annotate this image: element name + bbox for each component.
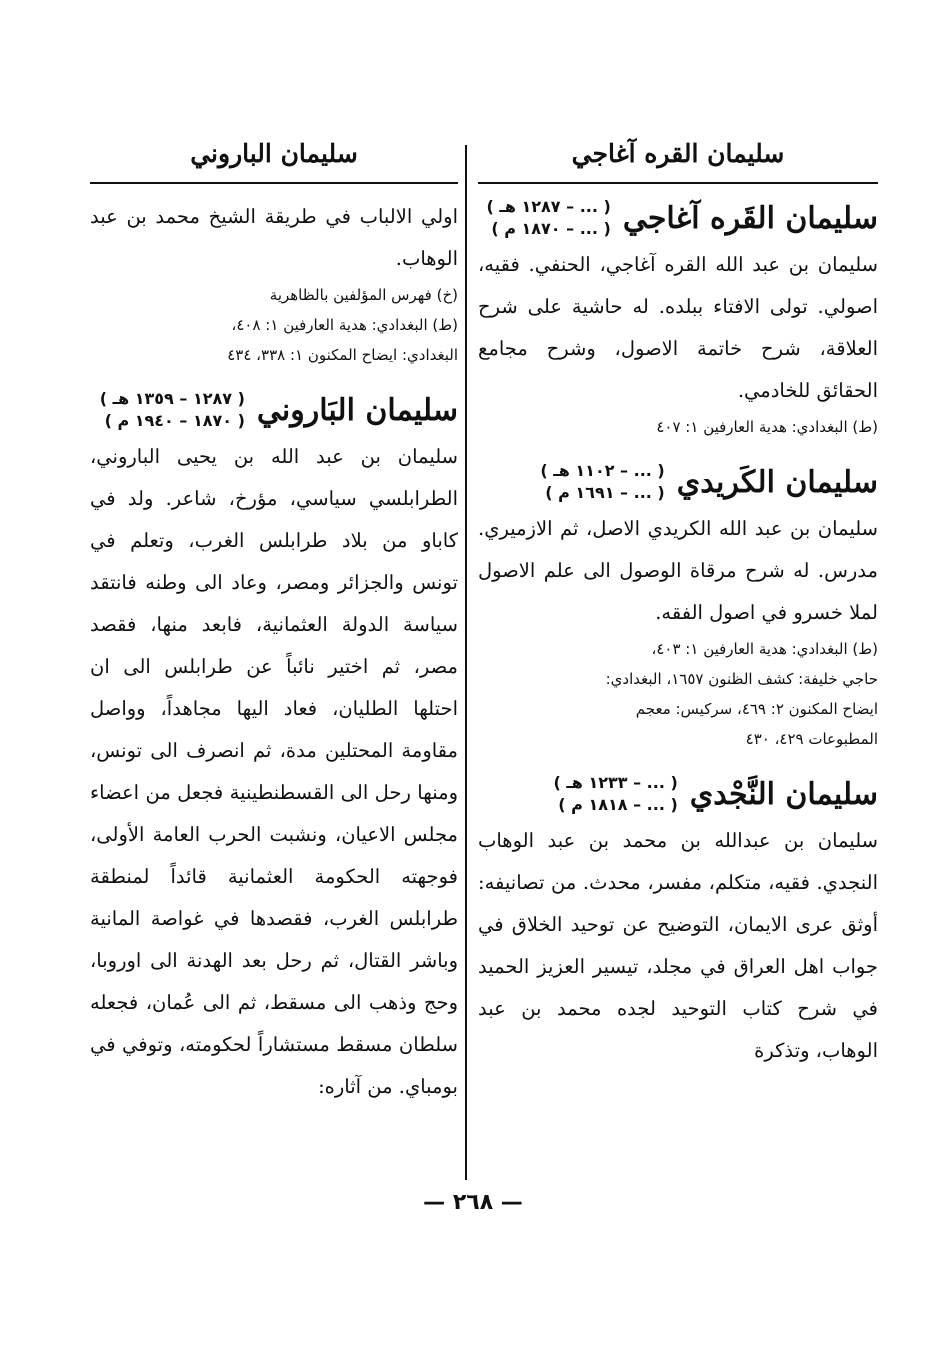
entry-reference: البغدادي: ايضاح المكنون ١: ٣٣٨، ٤٣٤ — [227, 346, 458, 364]
entry-dates — [100, 388, 245, 432]
date-gregorian: ( ... – ١٨٧٠ م ) — [491, 219, 611, 238]
entry-name: سليمان البَاروني — [256, 392, 458, 428]
date-gregorian: ( ١٨٧٠ – ١٩٤٠ م ) — [104, 411, 245, 430]
entry-name: سليمان الكَريدي — [676, 464, 878, 500]
date-hijri: ( ... – ١٢٨٧ هـ ) — [486, 197, 611, 216]
continuation-text: اولي الالباب في طريقة الشيخ محمد بن عبد الوهاب. — [90, 205, 458, 270]
date-hijri: ( ١٢٨٧ – ١٣٥٩ هـ ) — [99, 389, 245, 408]
column-divider — [465, 145, 467, 1180]
entry-continuation — [90, 196, 458, 370]
entry-reference: (ط) البغدادي: هدية العارفين ١: ٤٠٣، — [651, 640, 878, 658]
entry-heading — [478, 772, 878, 816]
entry-reference: (ط) البغدادي: هدية العارفين ١: ٤٠٧ — [656, 418, 878, 436]
left-column — [90, 130, 458, 1126]
entry-name: سليمان النَّجْدي — [689, 776, 878, 812]
date-hijri: ( ... – ١١٠٢ هـ ) — [540, 461, 665, 480]
page-number: — ٢٦٨ — — [423, 1190, 523, 1215]
entry-text: سليمان بن عبد الله القره آغاجي، الحنفي. فقيه، اصولي. تولى الافتاء ببلده. له حاشية على شرح العلاقة، شرح خاتمة الاصول، وشرح مجامع الحقائق للخادمي. — [478, 253, 878, 402]
entry-reference: (ط) البغدادي: هدية العارفين ١: ٤٠٨، — [231, 316, 458, 334]
entry-heading — [478, 196, 878, 240]
entry-reference: (خ) فهرس المؤلفين بالظاهرية — [269, 286, 458, 304]
entry-baruni — [90, 388, 458, 1108]
entry-text: سليمان بن عبد الله الكريدي الاصل، ثم الازميري. مدرس. له شرح مرقاة الوصول الى علم الاصول لملا خسرو في اصول الفقه. — [478, 517, 878, 624]
running-head-right: سليمان القره آغاجي — [571, 139, 785, 168]
entry-kuraydi — [478, 460, 878, 754]
date-gregorian: ( ... – ١٨١٨ م ) — [558, 795, 678, 814]
entry-dates — [553, 772, 677, 816]
entry-dates — [540, 460, 664, 504]
entry-name: سليمان القَره آغاجي — [622, 200, 878, 236]
entry-reference: المطبوعات ٤٢٩، ٤٣٠ — [745, 730, 878, 748]
entry-reference: ايضاح المكنون ٢: ٤٦٩، سركيس: معجم — [635, 700, 878, 718]
entry-text: سليمان بن عبدالله بن محمد بن عبد الوهاب النجدي. فقيه، متكلم، مفسر، محدث. من تصانيفه: أوثق عرى الايمان، التوضيح عن توحيد الخلاق في جواب اهل العراق في مجلد، تيسير العزيز الحميد في شرح كتاب التوحيد لجده محمد بن عبد الوهاب، وتذكرة — [478, 829, 878, 1062]
entry-text: سليمان بن عبد الله بن يحيى الباروني، الطرابلسي سياسي، مؤرخ، شاعر. ولد في كاباو من بلاد طرابلس الغرب، وتعلم في تونس والجزائر ومصر، وعاد الى وطنه فانتقد سياسة الدولة العثمانية، فابعد منها، فقصد مصر، ثم اختير نائباً عن طرابلس الى ان احتلها الطليان، فعاد اليها مجاهداً، وواصل مقاومة المحتلين مدة، ثم انصرف الى تونس، ومنها رحل الى القسطنطينية فجعل من اعضاء مجلس الاعيان، ونشبت الحرب العامة الأولى، فوجهته الحكومة العثمانية قائداً لمنطقة طرابلس الغرب، فقصدها في غواصة المانية وباشر القتال، ثم رحل بعد الهدنة الى اوروبا، وحج وذهب الى مسقط، ثم الى عُمان، فجعله سلطان مسقط مستشاراً لحكومته، وتوفي في بومباي. من آثاره: — [90, 445, 458, 1098]
running-head-left: سليمان الباروني — [190, 139, 358, 168]
entry-najdi — [478, 772, 878, 1072]
header-rule-right — [478, 182, 878, 184]
date-gregorian: ( ... – ١٦٩١ م ) — [545, 483, 665, 502]
right-column — [478, 130, 878, 1090]
entry-reference: حاجي خليفة: كشف الظنون ١٦٥٧، البغدادي: — [605, 670, 878, 688]
date-hijri: ( ... – ١٢٣٣ هـ ) — [553, 773, 678, 792]
entry-heading — [90, 388, 458, 432]
entry-qara-aghaji — [478, 196, 878, 442]
header-rule-left — [90, 182, 458, 184]
entry-dates — [486, 196, 610, 240]
entry-heading — [478, 460, 878, 504]
